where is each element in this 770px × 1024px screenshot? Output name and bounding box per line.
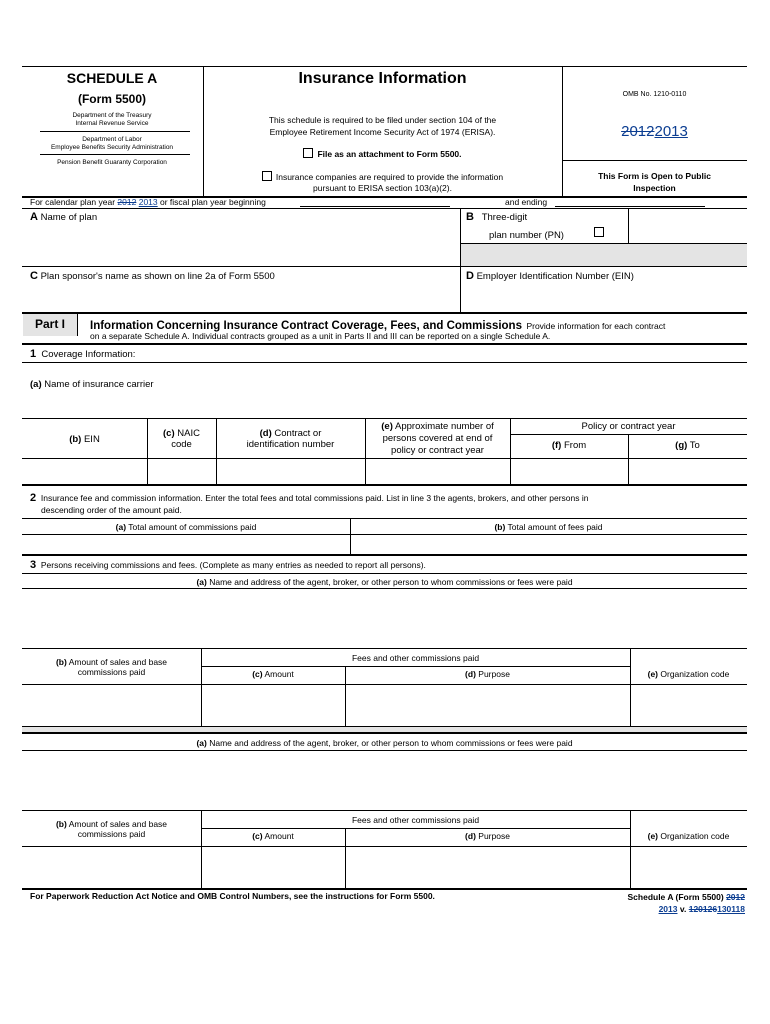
- form-title: Insurance Information: [298, 70, 467, 87]
- field-b-label-2: plan number (PN): [489, 230, 564, 241]
- amount-label-1: (c) Amount: [252, 669, 294, 679]
- ein-input[interactable]: [466, 284, 744, 310]
- org-code-input-1[interactable]: [632, 686, 745, 724]
- agent-name-label-2: (a) Name and address of the agent, broker, or other person to whom commissions or fees were paid: [196, 738, 573, 748]
- pn-checkbox-icon[interactable]: [594, 227, 604, 237]
- field-a: A Name of plan: [30, 211, 98, 223]
- part-1-instructions: on a separate Schedule A. Individual contracts grouped as a unit in Parts II and III can be reported on a single Schedule A.: [90, 331, 551, 341]
- amount-input-2[interactable]: [203, 848, 343, 886]
- attachment-note: File as an attachment to Form 5500.: [203, 148, 562, 159]
- form-number: (Form 5500): [77, 92, 147, 106]
- part-1-tag: Part I: [23, 314, 78, 336]
- description-line-2: Employee Retirement Income Security Act of 1974 (ERISA).: [269, 127, 496, 137]
- purpose-input-1[interactable]: [347, 686, 628, 724]
- line-1: 1 Coverage Information:: [30, 348, 136, 360]
- insurance-requirement-2: pursuant to ERISA section 103(a)(2).: [313, 183, 452, 193]
- sales-commissions-input-2[interactable]: [24, 848, 199, 886]
- naic-value-input[interactable]: [149, 460, 214, 482]
- col-f-from: (f) From: [551, 440, 587, 451]
- sponsor-name-input[interactable]: [30, 284, 455, 310]
- sales-commissions-label-2: (b) Amount of sales and base commissions paid: [55, 819, 168, 839]
- calendar-begin-field[interactable]: [300, 206, 450, 207]
- dept-labor: Department of Labor: [82, 136, 142, 143]
- total-fees-label: (b) Total amount of fees paid: [494, 522, 603, 532]
- field-c: C Plan sponsor's name as shown on line 2a of Form 5500: [30, 270, 275, 282]
- policy-year-header: Policy or contract year: [581, 421, 676, 432]
- amount-label-2: (c) Amount: [252, 831, 294, 841]
- purpose-label-1: (d) Purpose: [465, 669, 510, 679]
- schedule-title: SCHEDULE A: [66, 70, 158, 86]
- total-commissions-input[interactable]: [24, 536, 348, 552]
- irs: Internal Revenue Service: [75, 120, 149, 127]
- agent-name-input-1[interactable]: [24, 590, 745, 646]
- public-inspection-1: This Form is Open to Public: [598, 171, 711, 181]
- purpose-input-2[interactable]: [347, 848, 628, 886]
- col-g-to: (g) To: [675, 440, 700, 451]
- calendar-end-field[interactable]: [555, 206, 705, 207]
- calendar-ending: and ending: [505, 197, 548, 207]
- calendar-year-line: For calendar plan year 2012 2013 or fiscal plan year beginning: [30, 197, 266, 207]
- line-2-text-2: descending order of the amount paid.: [41, 505, 182, 515]
- part-1-heading: Information Concerning Insurance Contract Coverage, Fees, and Commissions Provide information for each contract: [90, 320, 666, 332]
- fees-header-2: Fees and other commissions paid: [351, 815, 480, 825]
- org-code-label-2: (e) Organization code: [647, 831, 730, 841]
- fees-header-1: Fees and other commissions paid: [351, 653, 480, 663]
- paperwork-notice: For Paperwork Reduction Act Notice and OMB Control Numbers, see the instructions for Form 5500.: [30, 891, 435, 901]
- agent-name-label-1: (a) Name and address of the agent, broker, or other person to whom commissions or fees were paid: [196, 577, 573, 587]
- col-b-ein: (b) EIN: [69, 434, 100, 445]
- pn-shaded-area: [461, 244, 747, 266]
- total-commissions-label: (a) Total amount of commissions paid: [115, 522, 257, 532]
- ein-value-input[interactable]: [24, 460, 145, 482]
- attachment-checkbox-icon[interactable]: [303, 148, 313, 158]
- col-d-contract: (d) Contract or identification number: [246, 428, 335, 450]
- org-code-label-1: (e) Organization code: [647, 669, 730, 679]
- carrier-name-input[interactable]: [200, 372, 740, 408]
- purpose-label-2: (d) Purpose: [465, 831, 510, 841]
- plan-name-input[interactable]: [30, 224, 455, 264]
- amount-input-1[interactable]: [203, 686, 343, 724]
- pbgc: Pension Benefit Guaranty Corporation: [57, 159, 167, 166]
- footer-form-id: Schedule A (Form 5500) 2012 2013 v. 120126130118: [627, 892, 745, 914]
- field-b: B Three-digit: [466, 211, 528, 223]
- description-line-1: This schedule is required to be filed under section 104 of the: [268, 115, 497, 125]
- persons-value-input[interactable]: [367, 460, 508, 482]
- dept-treasury: Department of the Treasury: [72, 112, 152, 119]
- insurance-requirement-1: Insurance companies are required to provide the information: [203, 171, 562, 182]
- omb-number: OMB No. 1210-0110: [622, 91, 687, 98]
- line-3-text: 3 Persons receiving commissions and fees. (Complete as many entries as needed to report all persons).: [30, 559, 426, 571]
- total-fees-input[interactable]: [352, 536, 745, 552]
- from-value-input[interactable]: [512, 460, 626, 482]
- col-e-persons: (e) Approximate number of persons covered at end of policy or contract year: [381, 421, 494, 456]
- sales-commissions-label-1: (b) Amount of sales and base commissions paid: [55, 657, 168, 677]
- contract-value-input[interactable]: [218, 460, 363, 482]
- carrier-name-label: (a) Name of insurance carrier: [30, 379, 154, 390]
- ebsa: Employee Benefits Security Administration: [50, 144, 174, 151]
- field-d: D Employer Identification Number (EIN): [466, 270, 634, 282]
- line-2-text: 2 Insurance fee and commission information. Enter the total fees and total commissions paid. List in line 3 the agents, brokers, and other persons in: [30, 492, 589, 504]
- insurance-checkbox-icon[interactable]: [262, 171, 272, 181]
- org-code-input-2[interactable]: [632, 848, 745, 886]
- col-c-naic: (c) NAIC code: [163, 428, 200, 450]
- sales-commissions-input-1[interactable]: [24, 686, 199, 724]
- form-year: 20122013: [621, 123, 688, 140]
- to-value-input[interactable]: [630, 460, 745, 482]
- agent-name-input-2[interactable]: [24, 752, 745, 808]
- public-inspection-2: Inspection: [633, 183, 676, 193]
